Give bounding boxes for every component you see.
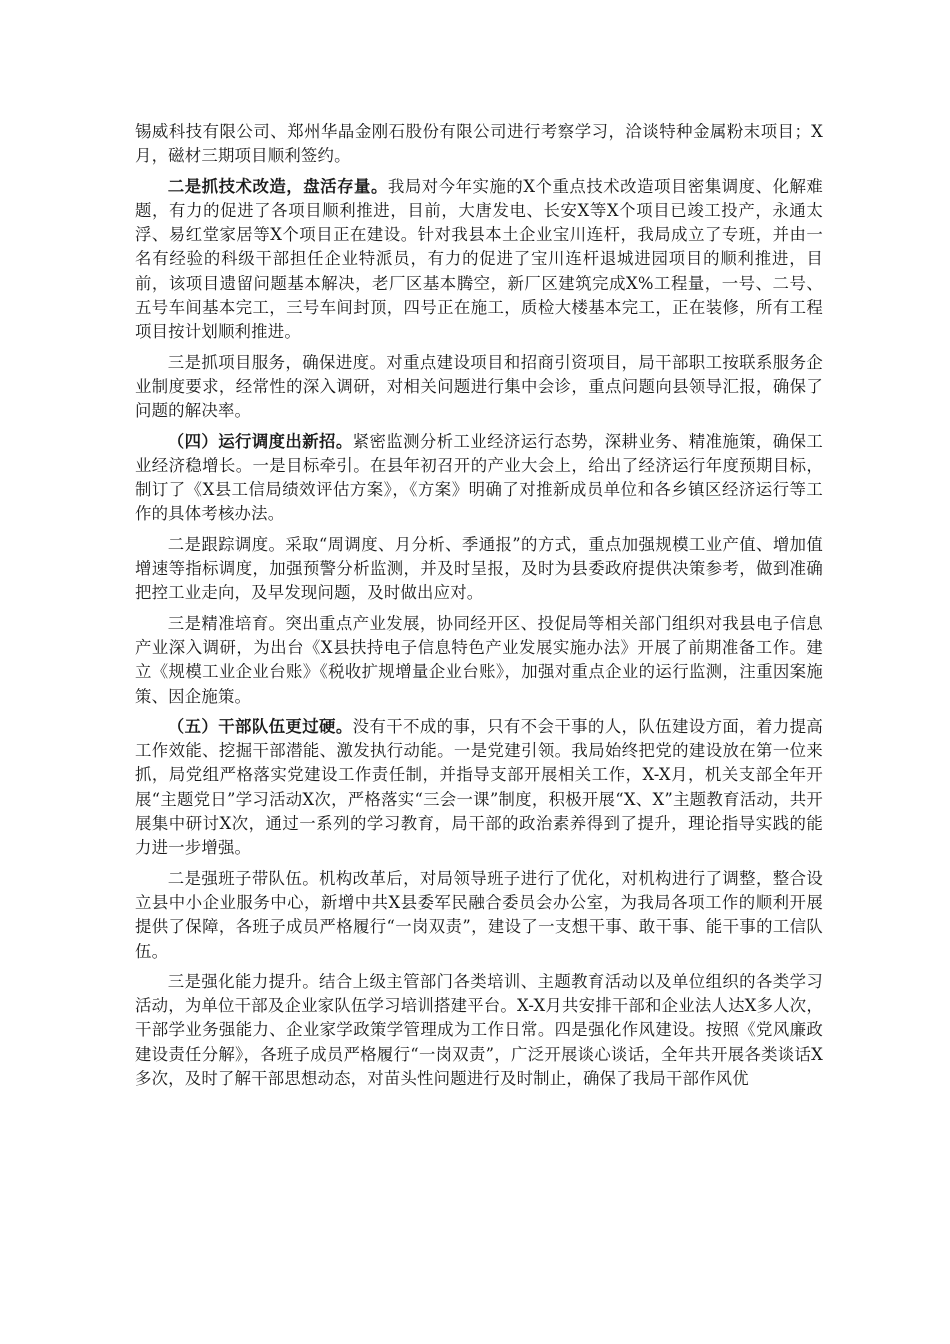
paragraph-3-text: 三是抓项目服务，确保进度。对重点建设项目和招商引资项目，局干部职工按联系服务企业制度要求，经常性的深入调研，对相关问题进行集中会诊，重点问题向县领导汇报，确保了问题的解决率。 <box>135 352 823 421</box>
paragraph-4-text: 紧密监测分析工业经济运行态势，深耕业务、精准施策，确保工业经济稳增长。一是目标牵引。在县年初召开的产业大会上，给出了经济运行年度预期目标，制订了《X县工信局绩效评估方案》，《方案》明确了对推新成员单位和各乡镇区经济运行等工作的具体考核办法。 <box>135 431 823 524</box>
paragraph-6 <box>135 612 823 709</box>
paragraph-4-lead: （四）运行调度出新招。 <box>167 431 353 451</box>
paragraph-9 <box>135 970 823 1091</box>
paragraph-2-text: 我局对今年实施的X个重点技术改造项目密集调度、化解难题，有力的促进了各项目顺利推进，目前，大唐发电、长安X等X个项目已竣工投产，永通太浮、易红堂家居等X个项目正在建设。针对我县本土企业宝川连杆，我局成立了专班，并由一名有经验的科级干部担任企业特派员，有力的促进了宝川连杆退城进园项目的顺利推进，目前，该项目遗留问题基本解决，老厂区基本腾空，新厂区建筑完成X%工程量，一号、二号、五号车间基本完工，三号车间封顶，四号正在施工，质检大楼基本完工，正在装修，所有工程项目按计划顺利推进。 <box>135 176 823 342</box>
paragraph-7-lead: （五）干部队伍更过硬。 <box>167 716 353 736</box>
paragraph-7-text: 没有干不成的事，只有不会干事的人，队伍建设方面，着力提高工作效能、挖掘干部潜能、激发执行动能。一是党建引领。我局始终把党的建设放在第一位来抓，局党组严格落实党建设工作责任制，并指导支部开展相关工作，X-X月，机关支部全年开展“主题党日”学习活动X次，严格落实“三会一课”制度，积极开展“X、X”主题教育活动，共开展集中研讨X次，通过一系列的学习教育，局干部的政治素养得到了提升，理论指导实践的能力进一步增强。 <box>135 716 823 858</box>
paragraph-9-text: 三是强化能力提升。结合上级主管部门各类培训、主题教育活动以及单位组织的各类学习活动，为单位干部及企业家队伍学习培训搭建平台。X-X月共安排干部和企业法人达X多人次，干部学业务强能力、企业家学政策学管理成为工作日常。四是强化作风建设。按照《党风廉政建设责任分解》，各班子成员严格履行“一岗双责”，广泛开展谈心谈话，全年共开展各类谈话X多次，及时了解干部思想动态，对苗头性问题进行及时制止，确保了我局干部作风优 <box>135 971 823 1088</box>
document-page <box>135 120 823 1097</box>
paragraph-5-text: 二是跟踪调度。采取“周调度、月分析、季通报”的方式，重点加强规模工业产值、增加值增速等指标调度，加强预警分析监测，并及时呈报，及时为县委政府提供决策参考，做到准确把控工业走向，及早发现问题，及时做出应对。 <box>135 534 823 603</box>
paragraph-4 <box>135 430 823 527</box>
paragraph-3 <box>135 351 823 424</box>
paragraph-8-text: 二是强班子带队伍。机构改革后，对局领导班子进行了优化，对机构进行了调整，整合设立县中小企业服务中心，新增中共X县委军民融合委员会办公室，为我局各项工作的顺利开展提供了保障，各班子成员严格履行“一岗双责”，建设了一支想干事、敢干事、能干事的工信队伍。 <box>135 868 823 961</box>
paragraph-5 <box>135 533 823 606</box>
paragraph-1-text: 锡威科技有限公司、郑州华晶金刚石股份有限公司进行考察学习，洽谈特种金属粉末项目；X月，磁材三期项目顺利签约。 <box>135 122 823 166</box>
paragraph-6-text: 三是精准培育。突出重点产业发展，协同经开区、投促局等相关部门组织对我县电子信息产业深入调研，为出台《X县扶持电子信息特色产业发展实施办法》开展了前期准备工作。建立《规模工业企业台账》《税收扩规增量企业台账》，加强对重点企业的运行监测，注重因案施策、因企施策。 <box>135 613 823 706</box>
paragraph-8 <box>135 867 823 964</box>
paragraph-1 <box>135 120 823 169</box>
paragraph-7 <box>135 715 823 861</box>
paragraph-2-lead: 二是抓技术改造，盘活存量。 <box>167 176 388 196</box>
paragraph-2 <box>135 175 823 345</box>
